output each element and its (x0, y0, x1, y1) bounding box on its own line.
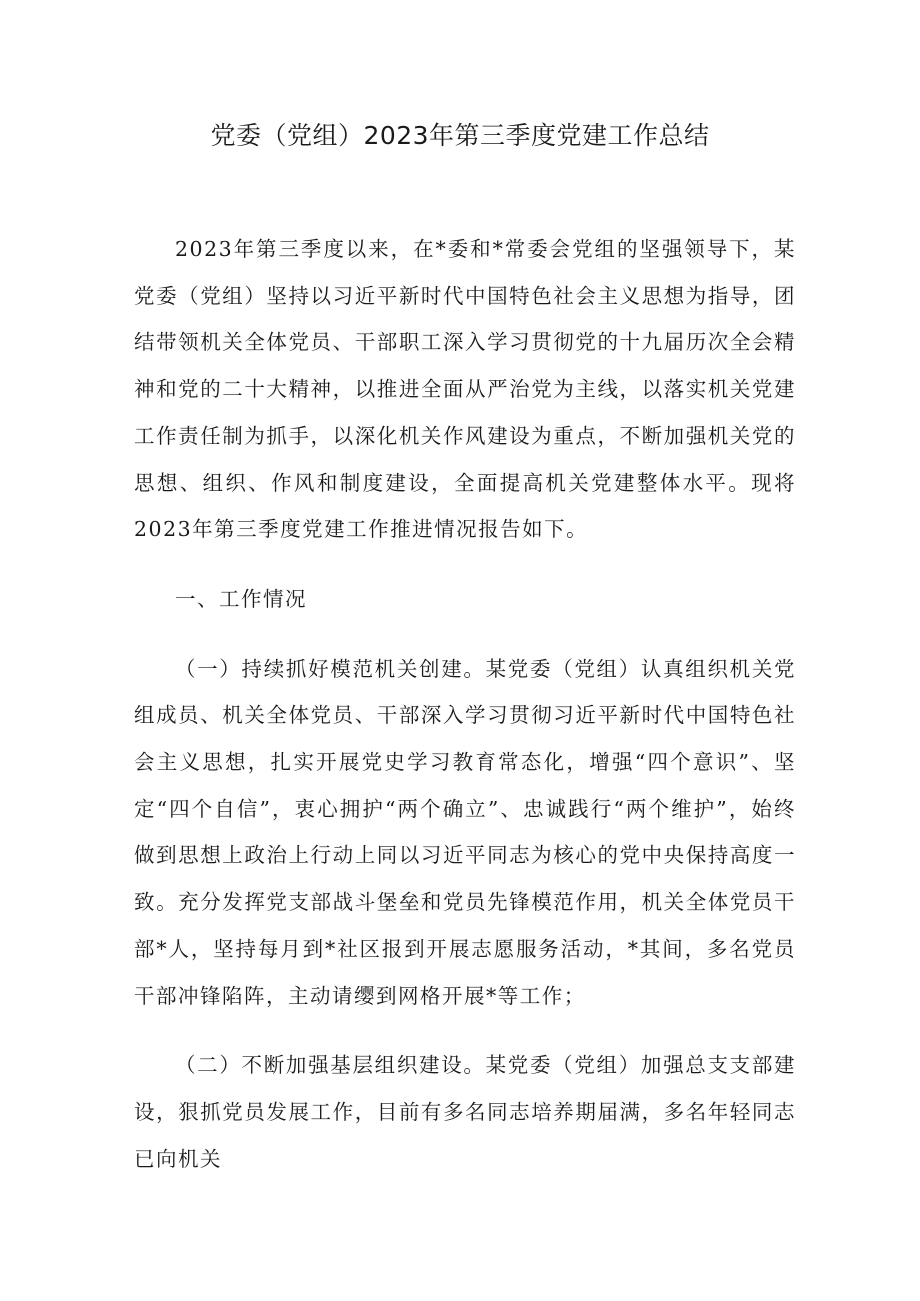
section-heading: 一、工作情况 (175, 586, 307, 611)
intro-paragraph: 2023年第三季度以来，在*委和*常委会党组的坚强领导下，某党委（党组）坚持以习近平新时代中国特色社会主义思想为指导，团结带领机关全体党员、干部职工深入学习贯彻党的十九届历次全会精神和党的二十大精神，以推进全面从严治党为主线，以落实机关党建工作责任制为抓手，以深化机关作风建设为重点，不断加强机关党的思想、组织、作风和制度建设，全面提高机关党建整体水平。现将2023年第三季度党建工作推进情况报告如下。 (134, 237, 796, 542)
item-paragraph-2: （二）不断加强基层组织建设。某党委（党组）加强总支支部建设，狠抓党员发展工作，目前有多名同志培养期届满，多名年轻同志已向机关 (134, 1053, 796, 1171)
document-title: 党委（党组）2023年第三季度党建工作总结 (210, 121, 710, 150)
item-paragraph-1: （一）持续抓好模范机关创建。某党委（党组）认真组织机关党组成员、机关全体党员、干部深入学习贯彻习近平新时代中国特色社会主义思想，扎实开展党史学习教育常态化，增强“四个意识”、坚定“四个自信”，衷心拥护“两个确立”、忠诚践行“两个维护”，始终做到思想上政治上行动上同以习近平同志为核心的党中央保持高度一致。充分发挥党支部战斗堡垒和党员先锋模范作用，机关全体党员干部*人，坚持每月到*社区报到开展志愿服务活动，*其间，多名党员干部冲锋陷阵，主动请缨到网格开展*等工作； (134, 656, 796, 1008)
document-body (134, 226, 796, 1182)
